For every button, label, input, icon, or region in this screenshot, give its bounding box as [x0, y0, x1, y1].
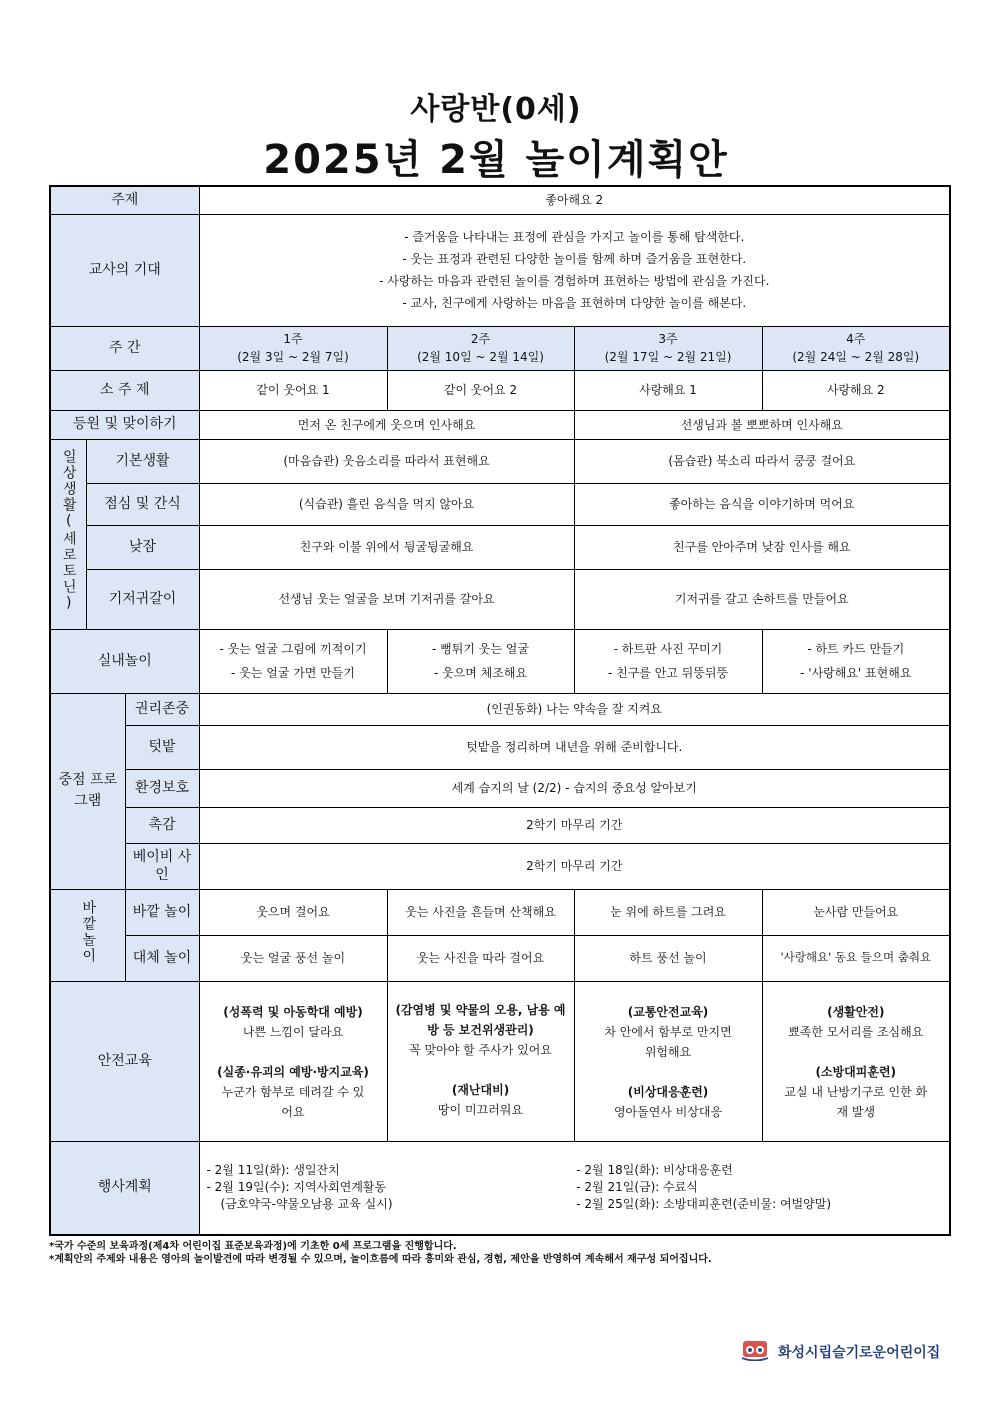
expectation-list	[199, 214, 950, 326]
focus-row-value: 2학기 마무리 기간	[199, 843, 950, 889]
event-item: - 2월 18일(화): 비상대응훈련	[576, 1162, 733, 1177]
focus-row-label: 베이비 사인	[125, 843, 199, 889]
week-number: 4주	[846, 332, 866, 346]
safety-heading: (감염병 및 약물의 오용, 남용 예방 등 보건위생관리)	[395, 1002, 566, 1037]
focus-row-label: 권리존중	[125, 693, 199, 725]
event-item: - 2월 21일(금): 수료식	[576, 1180, 698, 1195]
safety-cell	[574, 981, 762, 1141]
safety-text: 차 안에서 함부로 만지면 위험해요	[604, 1024, 732, 1059]
daily-first-half: 친구와 이불 위에서 뒹굴뒹굴해요	[199, 525, 574, 569]
event-item: - 2월 25일(화): 소방대피훈련(준비물: 여벌양말)	[576, 1197, 832, 1212]
event-item: - 2월 19일(수): 지역사회연계활동	[206, 1180, 387, 1195]
footnote: *국가 수준의 보육과정(제4차 어린이집 표준보육과정)에 기초한 0세 프로그램을 진행합니다.	[49, 1241, 457, 1252]
outdoor-row-label: 바깥 놀이	[125, 889, 199, 935]
focus-row-label: 환경보호	[125, 769, 199, 807]
safety-heading: (소방대피훈련)	[815, 1064, 897, 1079]
class-title: 사랑반(0세)	[410, 92, 582, 127]
focus-row-value: 텃밭을 정리하며 내년을 위해 준비합니다.	[199, 725, 950, 769]
subtopic-label: 소 주 제	[50, 370, 199, 410]
indoor-activity: - 하트 카드 만들기	[807, 642, 905, 656]
safety-text: 꼭 맞아야 할 주사가 있어요	[409, 1042, 552, 1057]
expectation-line: - 교사, 친구에게 사랑하는 마음을 표현하며 다양한 놀이를 해본다.	[402, 296, 747, 310]
safety-text: 교실 내 난방기구로 인한 화재 발생	[784, 1084, 928, 1119]
plan-title: 2025년 2월 놀이계획안	[263, 137, 729, 183]
indoor-cell	[199, 629, 387, 693]
week-header	[199, 326, 387, 370]
daily-second-half: 기저귀를 갈고 손하트를 만들어요	[574, 569, 950, 629]
week-number: 2주	[470, 332, 491, 346]
safety-heading: (생활안전)	[827, 1004, 885, 1019]
expectation-label: 교사의 기대	[50, 214, 199, 326]
focus-group-label: 중점 프로그램	[50, 693, 125, 889]
week-range: (2월 17일 ~ 2월 21일)	[604, 350, 732, 364]
daily-second-half: 친구를 안아주며 낮잠 인사를 해요	[574, 525, 950, 569]
safety-text: 땅이 미끄러워요	[438, 1102, 523, 1117]
indoor-activity: - 웃는 얼굴 그림에 끼적이기	[219, 642, 367, 656]
daily-row-label: 낮잠	[86, 525, 199, 569]
safety-text: 누군가 함부로 데려갈 수 있어요	[221, 1084, 365, 1119]
indoor-activity: - 웃는 얼굴 가면 만들기	[231, 666, 355, 680]
safety-cell	[762, 981, 950, 1141]
events-label: 행사계획	[50, 1141, 199, 1235]
outdoor-cell: 웃으며 걸어요	[199, 889, 387, 935]
daily-group-text: 일상생활(세로토닌)	[60, 448, 77, 613]
safety-heading: (실종·유괴의 예방·방지교육)	[217, 1064, 369, 1079]
daily-row-label: 기본생활	[86, 439, 199, 483]
plan-table	[49, 185, 951, 1236]
outdoor-cell: '사랑해요' 동요 들으며 춤춰요	[762, 935, 950, 981]
expectation-line: - 즐거움을 나타내는 표정에 관심을 가지고 놀이를 통해 탐색한다.	[404, 230, 745, 244]
safety-heading: (교통안전교육)	[627, 1004, 709, 1019]
subtopic-cell: 같이 웃어요 2	[387, 370, 574, 410]
events-left	[207, 1162, 577, 1214]
indoor-activity: - 친구를 안고 뒤뚱뒤뚱	[607, 666, 729, 680]
indoor-activity: - 하트판 사진 꾸미기	[613, 642, 723, 656]
arrival-second-half: 선생님과 볼 뽀뽀하며 인사해요	[574, 410, 950, 439]
week-range: (2월 3일 ~ 2월 7일)	[237, 350, 349, 364]
indoor-cell	[762, 629, 950, 693]
daycare-logo-icon	[740, 1339, 770, 1365]
footnote: *계획안의 주제와 내용은 영아의 놀이발견에 따라 변경될 수 있으며, 놀이흐름에 따라 흥미와 관심, 경험, 제안을 반영하여 계속해서 재구성 되어집니다.	[49, 1254, 712, 1265]
daycare-name: 화성시립슬기로운어린이집	[778, 1345, 941, 1361]
indoor-label: 실내놀이	[50, 629, 199, 693]
indoor-activity: - '사랑해요' 표현해요	[800, 666, 912, 680]
daily-second-half: (몸습관) 북소리 따라서 쿵쿵 걸어요	[574, 439, 950, 483]
safety-heading: (비상대응훈련)	[627, 1084, 709, 1099]
weeks-label: 주 간	[50, 326, 199, 370]
safety-text: 뾰족한 모서리를 조심해요	[788, 1024, 924, 1039]
week-header	[762, 326, 950, 370]
safety-cell	[199, 981, 387, 1141]
week-number: 1주	[283, 332, 303, 346]
outdoor-cell: 웃는 사진을 따라 걸어요	[387, 935, 574, 981]
week-range: (2월 10일 ~ 2월 14일)	[417, 350, 544, 364]
subtopic-cell: 같이 웃어요 1	[199, 370, 387, 410]
daily-second-half: 좋아하는 음식을 이야기하며 먹어요	[574, 483, 950, 525]
expectation-line: - 웃는 표정과 관련된 다양한 놀이를 함께 하며 즐거움을 표현한다.	[402, 252, 747, 266]
daily-first-half: (식습관) 흘린 음식을 먹지 않아요	[199, 483, 574, 525]
expectation-line: - 사랑하는 마음과 관련된 놀이를 경험하며 표현하는 방법에 관심을 가진다.	[379, 274, 770, 288]
outdoor-cell: 하트 풍선 놀이	[574, 935, 762, 981]
focus-row-label: 촉감	[125, 807, 199, 843]
outdoor-cell: 눈사람 만들어요	[762, 889, 950, 935]
outdoor-row-label: 대체 놀이	[125, 935, 199, 981]
event-item: - 2월 11일(화): 생일잔치	[206, 1162, 340, 1177]
focus-row-value: (인권동화) 나는 약속을 잘 지켜요	[199, 693, 950, 725]
week-number: 3주	[658, 332, 678, 346]
focus-row-value: 세계 습지의 날 (2/2) - 습지의 중요성 알아보기	[199, 769, 950, 807]
outdoor-cell: 웃는 얼굴 풍선 놀이	[199, 935, 387, 981]
outdoor-group-text: 바깥놀이	[80, 899, 97, 964]
theme-label: 주제	[50, 186, 199, 214]
week-range: (2월 24일 ~ 2월 28일)	[792, 350, 920, 364]
daily-first-half: (마음습관) 웃음소리를 따라서 표현해요	[199, 439, 574, 483]
daily-row-label: 점심 및 간식	[86, 483, 199, 525]
arrival-label: 등원 및 맞이하기	[50, 410, 199, 439]
focus-row-value: 2학기 마무리 기간	[199, 807, 950, 843]
focus-row-label: 텃밭	[125, 725, 199, 769]
daily-first-half: 선생님 웃는 얼굴을 보며 기저귀를 갈아요	[199, 569, 574, 629]
subtopic-cell: 사랑해요 1	[574, 370, 762, 410]
daycare-logo	[740, 1339, 940, 1365]
indoor-cell	[574, 629, 762, 693]
safety-text: 영아돌연사 비상대응	[613, 1104, 723, 1119]
event-item: (금호약국-약물오남용 교육 실시)	[220, 1197, 393, 1212]
indoor-cell	[387, 629, 574, 693]
events-cell	[199, 1141, 950, 1235]
safety-heading: (성폭력 및 아동학대 예방)	[223, 1004, 363, 1019]
indoor-activity: - 뻥튀기 웃는 얼굴	[432, 642, 529, 656]
daily-group-label	[50, 439, 86, 629]
indoor-activity: - 웃으며 체조해요	[433, 666, 528, 680]
week-header	[574, 326, 762, 370]
week-header	[387, 326, 574, 370]
theme-value: 좋아해요 2	[199, 186, 950, 214]
safety-text: 나쁜 느낌이 달라요	[242, 1024, 344, 1039]
outdoor-group-label	[50, 889, 125, 981]
safety-label: 안전교육	[50, 981, 199, 1141]
daily-row-label: 기저귀갈이	[86, 569, 199, 629]
outdoor-cell: 눈 위에 하트를 그려요	[574, 889, 762, 935]
subtopic-cell: 사랑해요 2	[762, 370, 950, 410]
safety-heading: (재난대비)	[451, 1082, 510, 1097]
safety-cell	[387, 981, 574, 1141]
events-grid	[203, 1162, 947, 1214]
outdoor-cell: 웃는 사진을 흔들며 산책해요	[387, 889, 574, 935]
arrival-first-half: 먼저 온 친구에게 웃으며 인사해요	[199, 410, 574, 439]
events-right	[576, 1162, 946, 1214]
